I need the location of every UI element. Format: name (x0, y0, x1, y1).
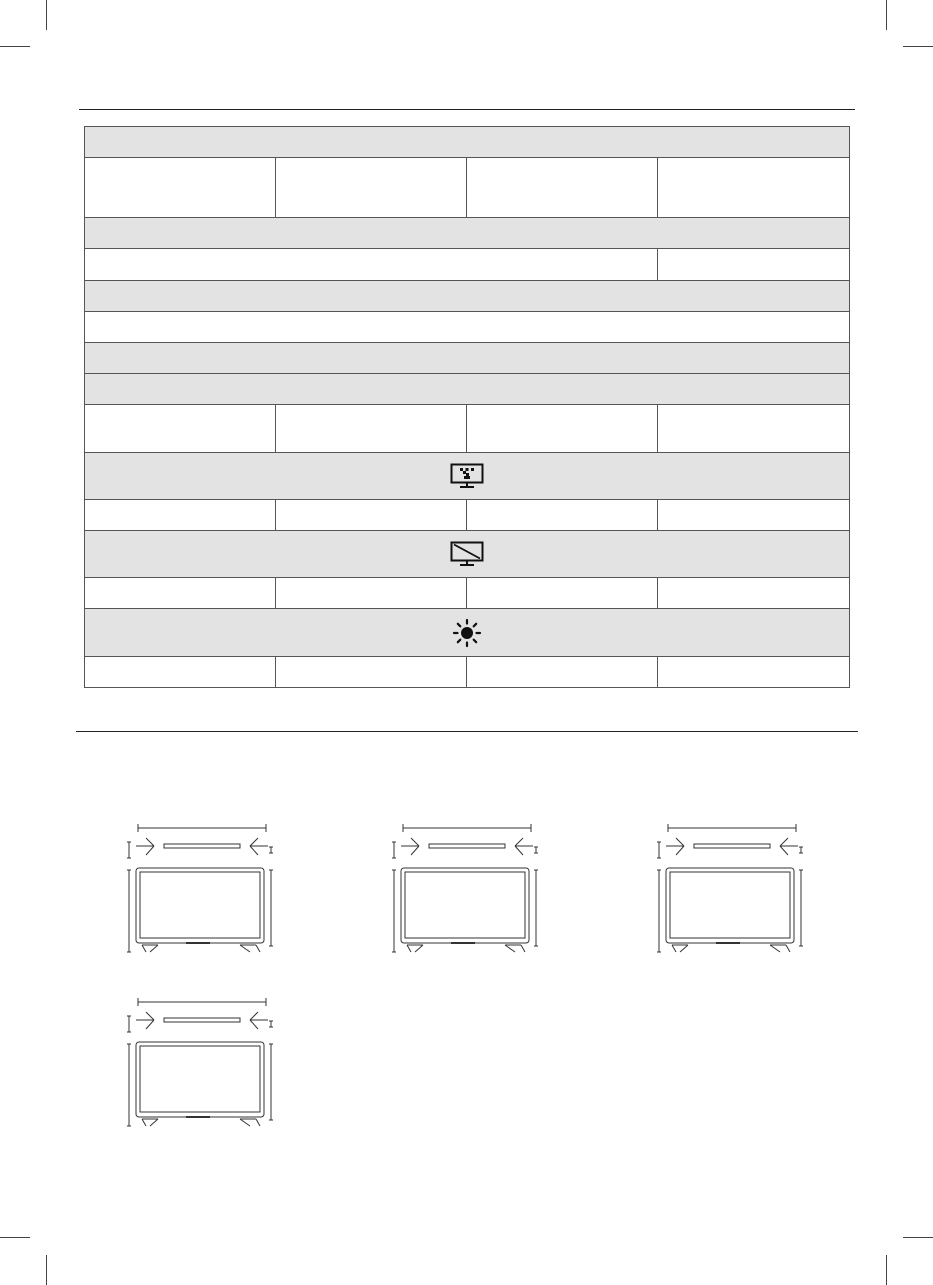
table-cell (658, 578, 850, 609)
tv-dimension-diagram (389, 822, 549, 957)
tv-outline-drawing (654, 822, 814, 957)
table-cell (467, 158, 658, 218)
tv-outline-drawing (389, 822, 549, 957)
table-cell (276, 158, 467, 218)
section-rule (76, 731, 858, 732)
table-cell (276, 657, 467, 688)
crop-mark (46, 0, 47, 30)
table-cell (85, 127, 850, 158)
table-cell (276, 578, 467, 609)
table-cell (85, 218, 850, 249)
crop-mark (886, 1255, 887, 1285)
table-cell (85, 249, 658, 281)
table-row (85, 500, 850, 531)
table-row (85, 249, 850, 281)
table-cell (85, 312, 850, 343)
table-header-row (85, 374, 850, 405)
table-cell (658, 657, 850, 688)
table-cell (85, 531, 850, 578)
crop-mark (903, 1237, 933, 1238)
table-header-row (85, 531, 850, 578)
table-cell (467, 405, 658, 453)
tv-standby-icon (450, 546, 484, 560)
table-cell (85, 609, 850, 657)
tv-dimension-diagram (654, 822, 814, 957)
table-cell (658, 500, 850, 531)
specification-table (84, 126, 850, 688)
table-cell (85, 158, 276, 218)
table-header-row (85, 218, 850, 249)
top-rule (79, 109, 855, 110)
table-cell (85, 578, 276, 609)
table-cell (85, 343, 850, 374)
tv-on-mode-icon (450, 468, 484, 482)
crop-mark (903, 46, 933, 47)
table-cell (467, 500, 658, 531)
table-cell (276, 500, 467, 531)
table-cell (658, 249, 850, 281)
tv-outline-drawing (124, 996, 284, 1131)
table-row (85, 657, 850, 688)
table-cell (658, 405, 850, 453)
table-cell (658, 158, 850, 218)
table-cell (85, 281, 850, 312)
table-row (85, 405, 850, 453)
table-row (85, 578, 850, 609)
crop-mark (0, 1237, 30, 1238)
crop-mark (886, 0, 887, 30)
table-header-row (85, 609, 850, 657)
table-cell (85, 453, 850, 500)
table-cell (85, 500, 276, 531)
table-cell (467, 657, 658, 688)
table-cell (276, 405, 467, 453)
brightness-icon (452, 625, 482, 639)
table-cell (85, 657, 276, 688)
table-cell (85, 405, 276, 453)
table-header-row (85, 453, 850, 500)
tv-dimension-diagram (124, 822, 284, 957)
tv-outline-drawing (124, 822, 284, 957)
table-row (85, 312, 850, 343)
table-cell (85, 374, 850, 405)
table-row (85, 158, 850, 218)
table-header-row (85, 281, 850, 312)
crop-mark (46, 1255, 47, 1285)
table-cell (467, 578, 658, 609)
table-header-row (85, 127, 850, 158)
table-header-row (85, 343, 850, 374)
crop-mark (0, 46, 30, 47)
tv-dimension-diagram (124, 996, 284, 1131)
